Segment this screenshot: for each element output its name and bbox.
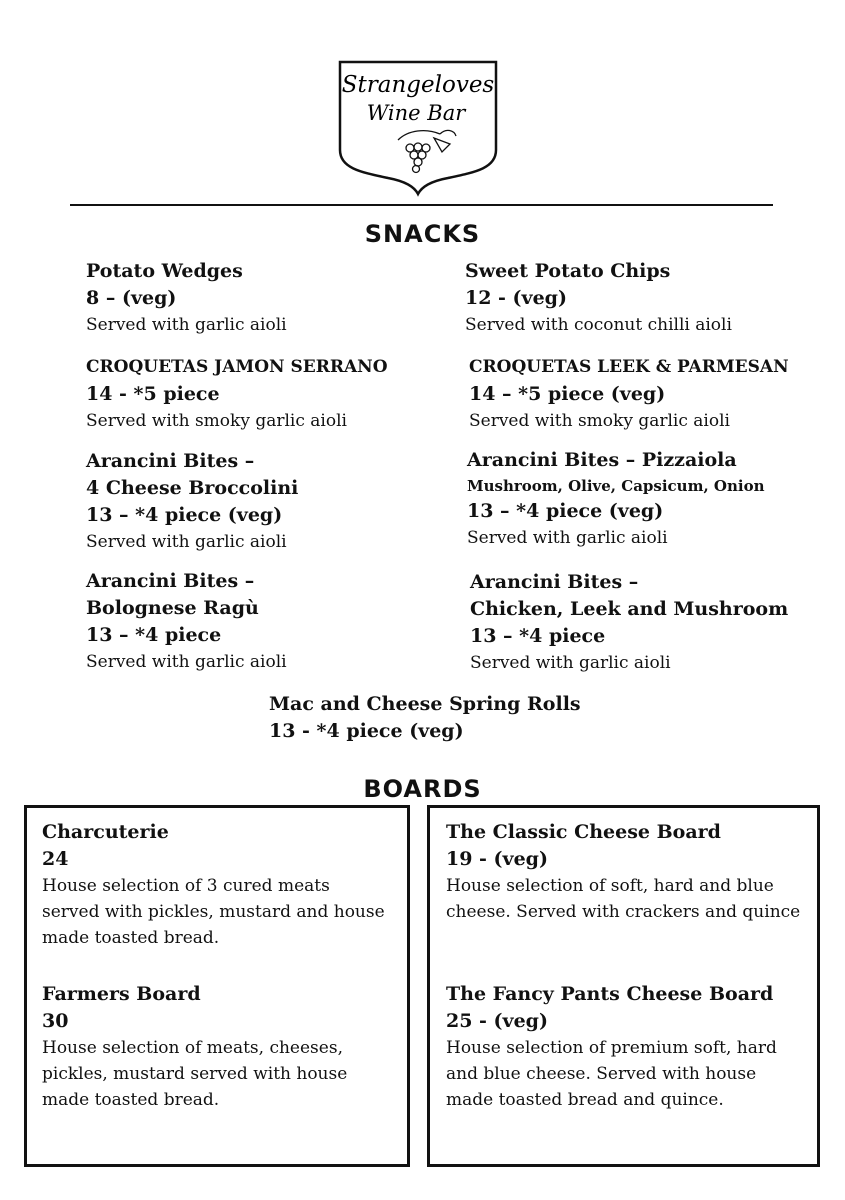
snack-arancini-chicken: [470, 569, 788, 676]
snack-potato-wedges: [86, 258, 287, 338]
item-desc: House selection of meats, cheeses, pickles, mustard served with house made toasted bread.: [42, 1038, 348, 1110]
item-name: Farmers Board: [42, 983, 201, 1005]
item-price: 13 – *4 piece: [470, 625, 606, 647]
snack-croquetas-leek: [469, 354, 789, 434]
item-desc: Served with garlic aioli: [467, 528, 668, 548]
item-desc: Served with smoky garlic aioli: [469, 411, 730, 431]
snack-arancini-bolognese: [86, 568, 287, 675]
item-desc: House selection of premium soft, hard and blue cheese. Served with house made toasted bread and quince.: [446, 1038, 777, 1110]
board-farmers: [42, 981, 392, 1113]
item-price: 30: [42, 1010, 69, 1032]
item-name: CROQUETAS JAMON SERRANO: [86, 357, 388, 377]
header-divider: [70, 204, 773, 206]
item-name: Sweet Potato Chips: [465, 260, 671, 282]
item-desc: House selection of soft, hard and blue cheese. Served with crackers and quince: [446, 876, 801, 922]
board-fancy-pants: [446, 981, 802, 1113]
item-desc: Served with garlic aioli: [470, 653, 671, 673]
item-name: Mac and Cheese Spring Rolls: [269, 693, 581, 715]
boards-right-box: [427, 805, 820, 1167]
snack-sweet-potato-chips: [465, 258, 732, 338]
item-price: 8 – (veg): [86, 287, 177, 309]
item-name: Arancini Bites – Pizzaiola: [467, 449, 737, 471]
item-subtitle: Mushroom, Olive, Capsicum, Onion: [467, 477, 765, 495]
board-charcuterie: [42, 819, 392, 951]
item-name: Potato Wedges: [86, 260, 243, 282]
logo-line2: Wine Bar: [366, 101, 466, 125]
item-price: 13 - *4 piece (veg): [269, 720, 464, 742]
snack-arancini-pizzaiola: [467, 447, 764, 551]
item-name: CROQUETAS LEEK & PARMESAN: [469, 357, 789, 377]
item-desc: Served with garlic aioli: [86, 652, 287, 672]
strangeloves-logo: [336, 58, 500, 198]
item-name-line2: Chicken, Leek and Mushroom: [470, 598, 789, 620]
item-price: 13 – *4 piece: [86, 624, 222, 646]
item-name: The Fancy Pants Cheese Board: [446, 983, 774, 1005]
item-price: 12 - (veg): [465, 287, 567, 309]
item-name: Arancini Bites –: [86, 570, 255, 592]
item-desc: Served with garlic aioli: [86, 315, 287, 335]
item-price: 24: [42, 848, 69, 870]
item-price: 13 – *4 piece (veg): [86, 504, 283, 526]
snacks-heading: SNACKS: [364, 220, 481, 248]
snack-arancini-broccolini: [86, 448, 298, 555]
snack-mac-cheese-rolls: [269, 691, 581, 745]
item-desc: Served with garlic aioli: [86, 532, 287, 552]
item-price: 13 – *4 piece (veg): [467, 500, 664, 522]
item-price: 14 – *5 piece (veg): [469, 383, 666, 405]
logo-line1: Strangeloves: [341, 72, 495, 98]
item-price: 19 - (veg): [446, 848, 548, 870]
grapes-icon: [398, 130, 456, 172]
item-name: The Classic Cheese Board: [446, 821, 721, 843]
boards-heading: BOARDS: [363, 775, 482, 803]
item-price: 25 - (veg): [446, 1010, 548, 1032]
boards-left-box: [24, 805, 410, 1167]
item-name-line2: 4 Cheese Broccolini: [86, 477, 299, 499]
item-desc: Served with coconut chilli aioli: [465, 315, 732, 335]
item-desc: Served with smoky garlic aioli: [86, 411, 347, 431]
item-name: Arancini Bites –: [470, 571, 639, 593]
item-name: Charcuterie: [42, 821, 169, 843]
item-name-line2: Bolognese Ragù: [86, 597, 259, 619]
snack-croquetas-jamon: [86, 354, 388, 434]
item-desc: House selection of 3 cured meats served with pickles, mustard and house made toasted bread.: [42, 876, 385, 948]
item-name: Arancini Bites –: [86, 450, 255, 472]
board-classic-cheese: [446, 819, 802, 925]
item-price: 14 - *5 piece: [86, 383, 220, 405]
